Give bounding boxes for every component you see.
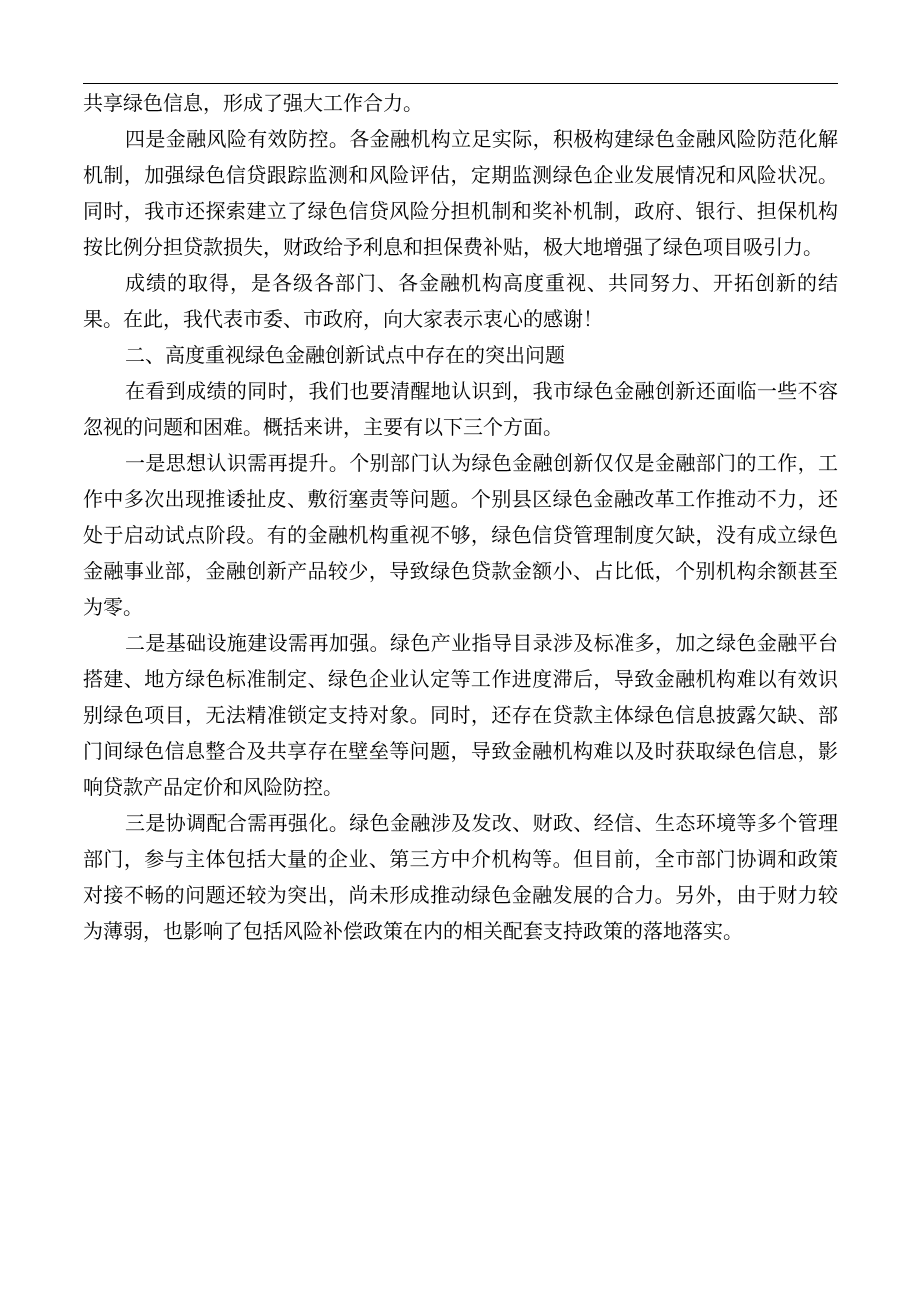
document-body (83, 85, 838, 949)
section-heading: 二、高度重视绿色金融创新试点中存在的突出问题 (125, 343, 565, 367)
paragraph-problem-infrastructure: 二是基础设施建设需再加强。绿色产业指导目录涉及标准多，加之绿色金融平台搭建、地方绿色标准制定、绿色企业认定等工作进度滞后，导致金融机构难以有效识别绿色项目，无法精准锁定支持对象。同时，还存在贷款主体绿色信息披露欠缺、部门间绿色信息整合及共享存在壁垒等问题，导致金融机构难以及时获取绿色信息，影响贷款产品定价和风险防控。 (83, 631, 838, 799)
paragraph-risk-control: 四是金融风险有效防控。各金融机构立足实际，积极构建绿色金融风险防范化解机制，加强绿色信贷跟踪监测和风险评估，定期监测绿色企业发展情况和风险状况。同时，我市还探索建立了绿色信贷风险分担机制和奖补机制，政府、银行、担保机构按比例分担贷款损失，财政给予利息和担保费补贴，极大地增强了绿色项目吸引力。 (83, 127, 838, 259)
paragraph-problem-awareness: 一是思想认识需再提升。个别部门认为绿色金融创新仅仅是金融部门的工作，工作中多次出现推诿扯皮、敷衍塞责等问题。个别县区绿色金融改革工作推动不力，还处于启动试点阶段。有的金融机构重视不够，绿色信贷管理制度欠缺，没有成立绿色金融事业部，金融创新产品较少，导致绿色贷款金额小、占比低，个别机构余额甚至为零。 (83, 451, 838, 619)
paragraph-problems-intro: 在看到成绩的同时，我们也要清醒地认识到，我市绿色金融创新还面临一些不容忽视的问题和困难。概括来讲，主要有以下三个方面。 (83, 379, 838, 439)
header-rule (83, 83, 838, 84)
paragraph-problem-coordination: 三是协调配合需再强化。绿色金融涉及发改、财政、经信、生态环境等多个管理部门，参与主体包括大量的企业、第三方中介机构等。但目前，全市部门协调和政策对接不畅的问题还较为突出，尚未形成推动绿色金融发展的合力。另外，由于财力较为薄弱，也影响了包括风险补偿政策在内的相关配套支持政策的落地落实。 (83, 811, 838, 943)
paragraph-continuation: 共享绿色信息，形成了强大工作合力。 (83, 91, 423, 115)
paragraph-acknowledgement: 成绩的取得，是各级各部门、各金融机构高度重视、共同努力、开拓创新的结果。在此，我代表市委、市政府，向大家表示衷心的感谢！ (83, 271, 838, 331)
